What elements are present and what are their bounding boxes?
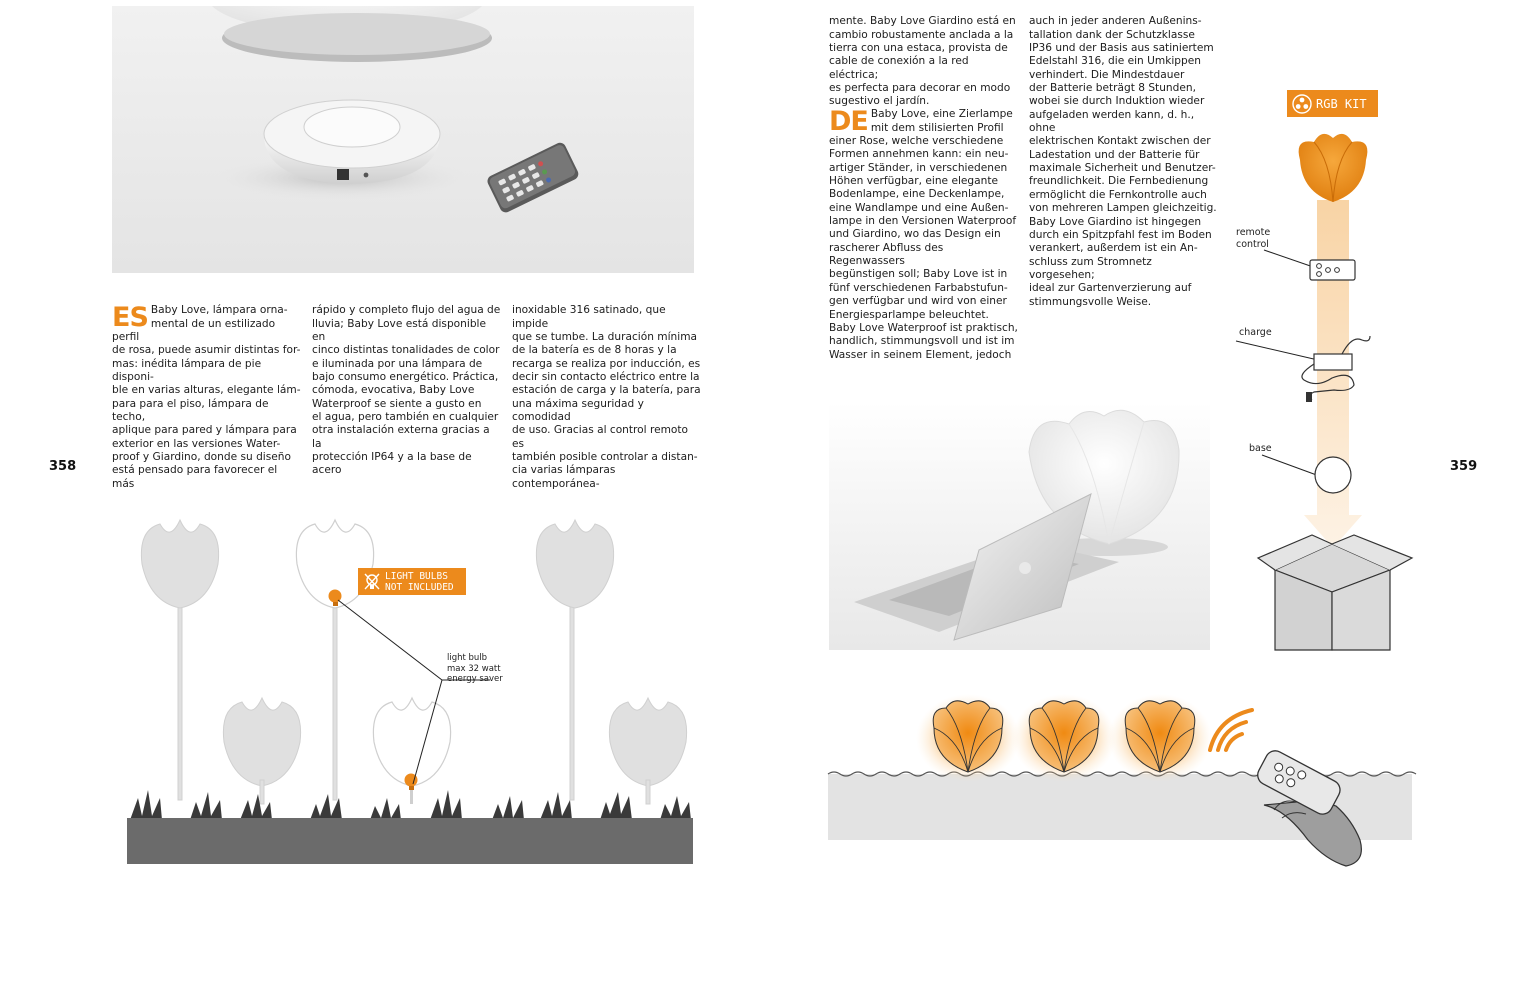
german-text-1: Baby Love, eine Zierlampe mit dem stilisierten Profil einer Rose, welche verschiedene Formen annehmen kann: ein neu- artiger Ständer, in verschiedenen Höhen verfügbar, eine elegante Bodenlampe, eine Deckenlampe, eine Wandlampe und eine Außen- lampe in den Versionen Waterproof und Giardino, wo das Design ein rascherer Abfluss des Regenwassers begünstigen soll; Baby Love ist in fünf verschiedenen Farbabstufun- gen verfügbar und wird von einer Energiesparlampe beleuchtet. Baby Love Waterproof ist praktisch, handlich, stimmungsvoll und ist im Wasser in seinem Element, jedoch bbox=[829, 108, 1018, 361]
german-column-1 bbox=[829, 95, 1019, 362]
water-lamps-illustration bbox=[826, 690, 1416, 880]
rgb-kit-diagram bbox=[1222, 130, 1522, 670]
laptop-lamp-illustration bbox=[829, 402, 1210, 650]
light-bulbs-not-included-badge bbox=[358, 568, 466, 595]
light-bulb-label: light bulb max 32 watt energy saver bbox=[447, 653, 503, 684]
german-dropcap: DE bbox=[829, 106, 868, 138]
spanish-column-1 bbox=[112, 291, 302, 491]
base-label: base bbox=[1249, 443, 1272, 454]
spanish-dropcap: ES bbox=[112, 302, 148, 334]
product-photo-laptop-lamp bbox=[829, 402, 1210, 650]
product-photo-base-remote bbox=[112, 6, 694, 273]
spanish-text-1: Baby Love, lámpara orna- mental de un estilizado perfil de rosa, puede asumir distintas for- mas: inédita lámpara de pie disponi- ble en varias alturas, elegante lám- para para el piso, lámpara de techo, aplique para pared y lámpara para exterior en las versiones Water- proof y Giardino, donde su diseño está pensado para favorecer el más bbox=[112, 304, 301, 490]
charge-label: charge bbox=[1239, 327, 1272, 338]
rgb-kit-badge bbox=[1287, 90, 1378, 117]
german-text-2: auch in jeder anderen Außenins- tallation dank der Schutzklasse IP36 und der Basis aus satiniertem Edelstahl 316, die ein Umkippen verhindert. Die Mindestdauer der Batterie beträgt 8 Stunden, wobei sie durch Induktion wieder aufgeladen werden kann, d. h., ohne elektrischen Kontakt zwischen der Ladestation und der Batterie für maximale Sicherheit und Benutzer- freundlichkeit. Die Fernbedienung ermöglicht die Fernkontrolle auch von mehreren Lampen gleichzeitig. Baby Love Giardino ist hingegen durch ein Spitzpfahl fest im Boden verankert, außerdem ist ein An- schluss zum Stromnetz vorgesehen; ideal zur Gartenverzierung auf stimmungsvolle Weise. bbox=[1029, 15, 1217, 308]
spanish-text-2: rápido y completo flujo del agua de lluvia; Baby Love está disponible en cinco distintas tonalidades de color e iluminada por una lámpara de bajo consumo energético. Práctica, cómoda, evocativa, Baby Love Waterproof se siente a gusto en el agua, pero también en cualquier otra instalación externa gracias a la protección IP64 y a la base de acero bbox=[312, 304, 501, 477]
spanish-text-4: mente. Baby Love Giardino está en cambio robustamente anclada a la tierra con una estaca, provista de cable de conexión a la red eléctrica; es perfecta para decorar en modo sugestivo el jardín. bbox=[829, 15, 1016, 108]
spanish-column-4 bbox=[829, 2, 1019, 109]
remote-control-label: remote control bbox=[1236, 227, 1271, 250]
page-number-right: 359 bbox=[1450, 459, 1478, 474]
rgb-kit-badge-text: RGB KIT bbox=[1316, 96, 1367, 111]
spanish-text-3: inoxidable 316 satinado, que impide que se tumbe. La duración mínima de la batería es de 8 horas y la recarga se realiza por inducción, es decir sin contacto eléctrico entre la estación de carga y la batería, para una máxima seguridad y comodidad de uso. Gracias al control remoto es también posible controlar a distan- cia varias lámparas contemporánea- bbox=[512, 304, 701, 490]
light-bulbs-badge-text: LIGHT BULBS NOT INCLUDED bbox=[385, 570, 454, 593]
spanish-column-3 bbox=[512, 291, 702, 491]
rgb-dots-icon bbox=[1292, 94, 1312, 114]
spanish-column-2 bbox=[312, 291, 502, 478]
photo-illustration bbox=[112, 6, 694, 273]
german-column-2 bbox=[1029, 2, 1219, 309]
page-number-left: 358 bbox=[49, 459, 77, 474]
bulb-crossed-icon bbox=[362, 572, 382, 592]
